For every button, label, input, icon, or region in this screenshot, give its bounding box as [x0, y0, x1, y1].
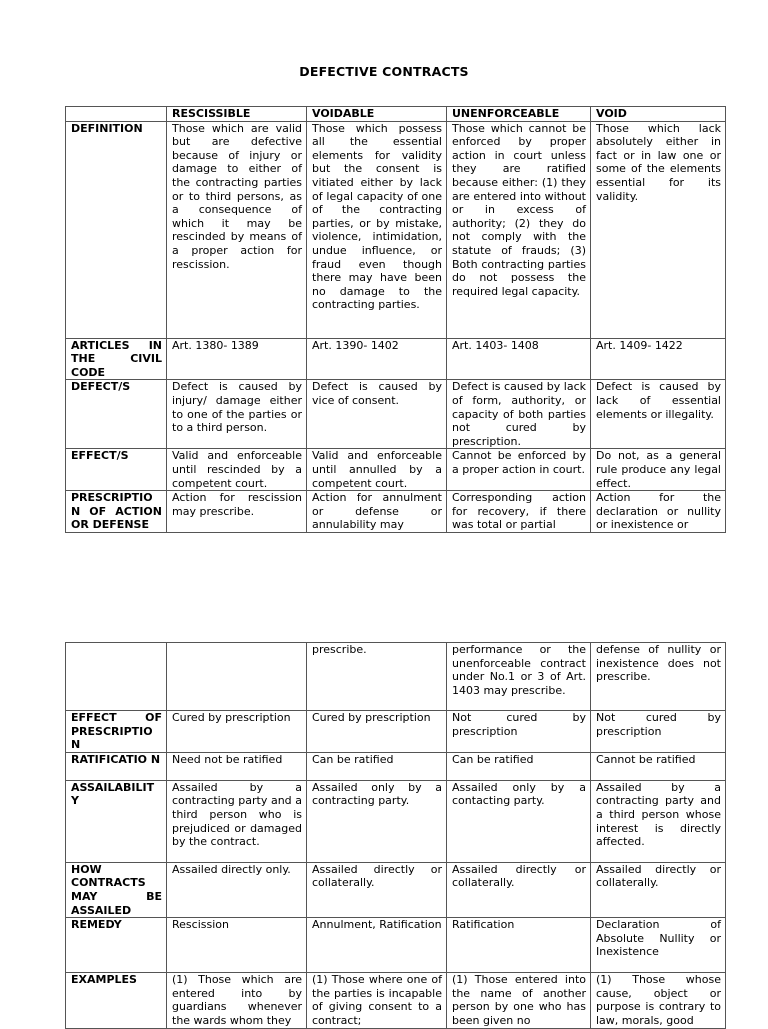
cell-void: Assailed by a contracting party and a third person whose interest is directly affected. [591, 780, 726, 862]
row-prescription-continued [66, 643, 726, 711]
cell-unenforceable: Can be ratified [447, 752, 591, 780]
row-examples [66, 973, 726, 1028]
header-void: VOID [591, 107, 726, 122]
cell-rescissible: Valid and enforceable until rescinded by a competent court. [167, 449, 307, 491]
cell-rescissible: Cured by prescription [167, 711, 307, 753]
cell-void: Those which lack absolutely either in fact or in law one or some of the elements essential for its validity. [591, 121, 726, 338]
row-label: RATIFICATIO N [66, 752, 167, 780]
cell-unenforceable: Defect is caused by lack of form, authority, or capacity of both parties not cured by prescription. [447, 380, 591, 449]
row-label: EFFECT/S [66, 449, 167, 491]
row-effect-of-prescription [66, 711, 726, 753]
cell-unenforceable: performance or the unenforceable contract under No.1 or 3 of Art. 1403 may prescribe. [447, 643, 591, 711]
cell-unenforceable: Art. 1403- 1408 [447, 338, 591, 380]
cell-rescissible: Assailed directly only. [167, 862, 307, 917]
cell-voidable: Valid and enforceable until annulled by a competent court. [307, 449, 447, 491]
cell-voidable: Can be ratified [307, 752, 447, 780]
cell-voidable: Those which possess all the essential elements for validity but the consent is vitiated either by lack of legal capacity of one of the contracting parties, or by mistake, violence, intimidation, undue influence, or fraud even though there may have been no damage to the contracting parties. [307, 121, 447, 338]
header-rescissible: RESCISSIBLE [167, 107, 307, 122]
cell-rescissible: (1) Those which are entered into by guardians whenever the wards whom they [167, 973, 307, 1028]
cell-void: Art. 1409- 1422 [591, 338, 726, 380]
row-defects [66, 380, 726, 449]
cell-void: Action for the declaration or nullity or inexistence or [591, 491, 726, 533]
row-label: EFFECT OF PRESCRIPTIO N [66, 711, 167, 753]
row-assailability [66, 780, 726, 862]
row-label: REMEDY [66, 918, 167, 973]
cell-voidable: (1) Those where one of the parties is incapable of giving consent to a contract; [307, 973, 447, 1028]
cell-void: Do not, as a general rule produce any legal effect. [591, 449, 726, 491]
cell-void: Defect is caused by lack of essential elements or illegality. [591, 380, 726, 449]
cell-void: Not cured by prescription [591, 711, 726, 753]
cell-voidable: Art. 1390- 1402 [307, 338, 447, 380]
row-label: EXAMPLES [66, 973, 167, 1028]
cell-void: Declaration of Absolute Nullity or Inexistence [591, 918, 726, 973]
row-label: ARTICLES IN THE CIVIL CODE [66, 338, 167, 380]
document-title: DEFECTIVE CONTRACTS [299, 64, 469, 79]
cell-voidable: Annulment, Ratification [307, 918, 447, 973]
row-how-assailed [66, 862, 726, 917]
row-label: PRESCRIPTIO N OF ACTION OR DEFENSE [66, 491, 167, 533]
cell-unenforceable: Assailed directly or collaterally. [447, 862, 591, 917]
cell-void: (1) Those whose cause, object or purpose is contrary to law, morals, good [591, 973, 726, 1028]
cell-rescissible: Rescission [167, 918, 307, 973]
cell-void: defense of nullity or inexistence does not prescribe. [591, 643, 726, 711]
cell-rescissible: Action for rescission may prescribe. [167, 491, 307, 533]
contracts-table-page-1 [65, 106, 726, 533]
row-label: DEFECT/S [66, 380, 167, 449]
cell-voidable: Defect is caused by vice of consent. [307, 380, 447, 449]
row-articles [66, 338, 726, 380]
cell-unenforceable: Cannot be enforced by a proper action in court. [447, 449, 591, 491]
cell-rescissible: Art. 1380- 1389 [167, 338, 307, 380]
cell-void: Cannot be ratified [591, 752, 726, 780]
cell-voidable: prescribe. [307, 643, 447, 711]
cell-unenforceable: Corresponding action for recovery, if there was total or partial [447, 491, 591, 533]
contracts-table-page-2 [65, 642, 726, 1029]
row-ratification [66, 752, 726, 780]
cell-unenforceable: Ratification [447, 918, 591, 973]
cell-rescissible: Need not be ratified [167, 752, 307, 780]
header-unenforceable: UNENFORCEABLE [447, 107, 591, 122]
cell-rescissible: Defect is caused by injury/ damage either to one of the parties or to a third person. [167, 380, 307, 449]
row-label: DEFINITION [66, 121, 167, 338]
cell-unenforceable: Those which cannot be enforced by proper action in court unless they are ratified because either: (1) they are entered into without or in excess of authority; (2) they do not comply with the statute of frauds; (3) Both contracting parties do not possess the required legal capacity. [447, 121, 591, 338]
row-remedy [66, 918, 726, 973]
cell-unenforceable: Not cured by prescription [447, 711, 591, 753]
row-label: HOW CONTRACTS MAY BE ASSAILED [66, 862, 167, 917]
header-empty [66, 107, 167, 122]
row-effects [66, 449, 726, 491]
row-label [66, 643, 167, 711]
cell-voidable: Assailed directly or collaterally. [307, 862, 447, 917]
row-definition [66, 121, 726, 338]
row-prescription [66, 491, 726, 533]
cell-rescissible [167, 643, 307, 711]
cell-voidable: Action for annulment or defense or annulability may [307, 491, 447, 533]
cell-unenforceable: Assailed only by a contacting party. [447, 780, 591, 862]
header-voidable: VOIDABLE [307, 107, 447, 122]
cell-void: Assailed directly or collaterally. [591, 862, 726, 917]
cell-rescissible: Those which are valid but are defective because of injury or damage to either of the contracting parties or to third persons, as a consequence of which it may be rescinded by means of a proper action for rescission. [167, 121, 307, 338]
header-row [66, 107, 726, 122]
cell-unenforceable: (1) Those entered into the name of another person by one who has been given no [447, 973, 591, 1028]
cell-rescissible: Assailed by a contracting party and a third person who is prejudiced or damaged by the contract. [167, 780, 307, 862]
row-label: ASSAILABILIT Y [66, 780, 167, 862]
cell-voidable: Cured by prescription [307, 711, 447, 753]
cell-voidable: Assailed only by a contracting party. [307, 780, 447, 862]
